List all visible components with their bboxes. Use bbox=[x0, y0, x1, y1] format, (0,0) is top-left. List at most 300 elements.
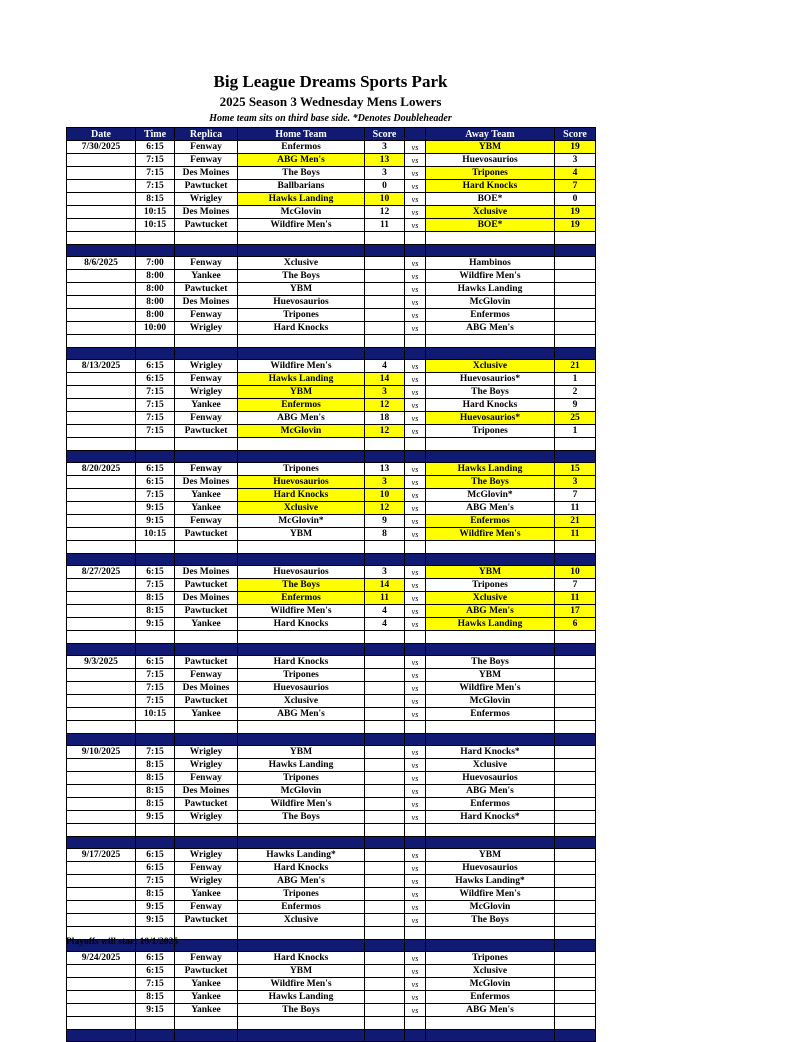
separator-cell bbox=[136, 554, 175, 566]
separator-cell bbox=[175, 245, 238, 257]
vs-label: vs bbox=[405, 193, 426, 206]
game-date bbox=[67, 154, 136, 167]
away-team: ABG Men's bbox=[426, 322, 555, 335]
blank-cell bbox=[175, 1017, 238, 1030]
away-team: Enfermos bbox=[426, 309, 555, 322]
away-score: 3 bbox=[555, 476, 596, 489]
blank-cell bbox=[175, 824, 238, 837]
separator-cell bbox=[67, 245, 136, 257]
table-row bbox=[67, 888, 596, 901]
game-date bbox=[67, 592, 136, 605]
table-row bbox=[67, 515, 596, 528]
table-row bbox=[67, 373, 596, 386]
separator-cell bbox=[405, 245, 426, 257]
header-replica: Replica bbox=[175, 128, 238, 141]
home-team: Wildfire Men's bbox=[238, 360, 365, 373]
blank-cell bbox=[67, 335, 136, 348]
schedule-body bbox=[67, 141, 596, 1042]
blank-cell bbox=[426, 927, 555, 940]
vs-label: vs bbox=[405, 656, 426, 669]
header-away-score: Score bbox=[555, 128, 596, 141]
separator-cell bbox=[555, 1030, 596, 1042]
table-row bbox=[67, 502, 596, 515]
separator-cell bbox=[175, 348, 238, 360]
away-score: 1 bbox=[555, 373, 596, 386]
away-team: Wildfire Men's bbox=[426, 682, 555, 695]
home-score: 12 bbox=[365, 399, 405, 412]
game-time: 6:15 bbox=[136, 849, 175, 862]
game-replica: Fenway bbox=[175, 373, 238, 386]
game-replica: Des Moines bbox=[175, 785, 238, 798]
away-team: Enfermos bbox=[426, 515, 555, 528]
home-team: Hawks Landing bbox=[238, 373, 365, 386]
game-time: 6:15 bbox=[136, 965, 175, 978]
away-team: Huevosaurios bbox=[426, 772, 555, 785]
separator-cell bbox=[365, 348, 405, 360]
vs-label: vs bbox=[405, 811, 426, 824]
game-date bbox=[67, 219, 136, 232]
separator-cell bbox=[136, 245, 175, 257]
blank-cell bbox=[365, 438, 405, 451]
away-team: McGlovin bbox=[426, 978, 555, 991]
header-away-team: Away Team bbox=[426, 128, 555, 141]
game-replica: Wrigley bbox=[175, 759, 238, 772]
blank-cell bbox=[238, 438, 365, 451]
blank-row bbox=[67, 438, 596, 451]
week-separator bbox=[67, 1030, 596, 1042]
table-row bbox=[67, 965, 596, 978]
separator-cell bbox=[175, 837, 238, 849]
separator-cell bbox=[175, 644, 238, 656]
game-date bbox=[67, 901, 136, 914]
blank-cell bbox=[238, 232, 365, 245]
blank-cell bbox=[238, 927, 365, 940]
game-replica: Pawtucket bbox=[175, 798, 238, 811]
game-time: 9:15 bbox=[136, 502, 175, 515]
game-replica: Des Moines bbox=[175, 682, 238, 695]
schedule-note: Home team sits on third base side. *Denotes Doubleheader bbox=[209, 113, 452, 124]
week-separator bbox=[67, 644, 596, 656]
separator-cell bbox=[67, 554, 136, 566]
blank-cell bbox=[365, 541, 405, 554]
vs-label: vs bbox=[405, 605, 426, 618]
separator-cell bbox=[238, 734, 365, 746]
game-replica: Yankee bbox=[175, 978, 238, 991]
away-team: Xclusive bbox=[426, 965, 555, 978]
away-score: 25 bbox=[555, 412, 596, 425]
game-date bbox=[67, 206, 136, 219]
blank-cell bbox=[136, 631, 175, 644]
game-replica: Wrigley bbox=[175, 360, 238, 373]
game-time: 7:15 bbox=[136, 579, 175, 592]
table-row bbox=[67, 695, 596, 708]
game-time: 8:15 bbox=[136, 991, 175, 1004]
vs-label: vs bbox=[405, 888, 426, 901]
blank-cell bbox=[238, 335, 365, 348]
table-row bbox=[67, 746, 596, 759]
game-time: 7:15 bbox=[136, 669, 175, 682]
game-date: 9/10/2025 bbox=[67, 746, 136, 759]
game-date bbox=[67, 489, 136, 502]
game-time: 8:15 bbox=[136, 772, 175, 785]
game-replica: Fenway bbox=[175, 257, 238, 270]
separator-cell bbox=[238, 451, 365, 463]
home-team: Hard Knocks bbox=[238, 656, 365, 669]
away-team: Hard Knocks* bbox=[426, 746, 555, 759]
game-date: 8/6/2025 bbox=[67, 257, 136, 270]
vs-label: vs bbox=[405, 708, 426, 721]
vs-label: vs bbox=[405, 360, 426, 373]
home-team: The Boys bbox=[238, 1004, 365, 1017]
table-row bbox=[67, 875, 596, 888]
blank-cell bbox=[426, 232, 555, 245]
week-separator bbox=[67, 348, 596, 360]
home-team: Xclusive bbox=[238, 502, 365, 515]
home-score: 4 bbox=[365, 605, 405, 618]
away-score bbox=[555, 669, 596, 682]
home-team: Tripones bbox=[238, 888, 365, 901]
game-time: 7:15 bbox=[136, 386, 175, 399]
blank-cell bbox=[67, 232, 136, 245]
game-replica: Fenway bbox=[175, 669, 238, 682]
separator-cell bbox=[405, 554, 426, 566]
game-time: 7:15 bbox=[136, 154, 175, 167]
home-team: Enfermos bbox=[238, 592, 365, 605]
vs-label: vs bbox=[405, 914, 426, 927]
game-date bbox=[67, 270, 136, 283]
vs-label: vs bbox=[405, 592, 426, 605]
table-row bbox=[67, 309, 596, 322]
home-team: Wildfire Men's bbox=[238, 219, 365, 232]
away-score: 17 bbox=[555, 605, 596, 618]
table-row bbox=[67, 656, 596, 669]
away-team: Hawks Landing bbox=[426, 618, 555, 631]
away-team: Tripones bbox=[426, 167, 555, 180]
home-score bbox=[365, 746, 405, 759]
home-score: 4 bbox=[365, 360, 405, 373]
game-replica: Des Moines bbox=[175, 167, 238, 180]
home-team: The Boys bbox=[238, 579, 365, 592]
game-replica: Yankee bbox=[175, 489, 238, 502]
home-score bbox=[365, 888, 405, 901]
game-replica: Fenway bbox=[175, 901, 238, 914]
home-score: 4 bbox=[365, 618, 405, 631]
vs-label: vs bbox=[405, 798, 426, 811]
away-team: BOE* bbox=[426, 193, 555, 206]
away-score bbox=[555, 901, 596, 914]
home-team: Hawks Landing bbox=[238, 991, 365, 1004]
game-date bbox=[67, 502, 136, 515]
game-time: 8:15 bbox=[136, 193, 175, 206]
blank-cell bbox=[136, 232, 175, 245]
home-team: YBM bbox=[238, 528, 365, 541]
table-row bbox=[67, 579, 596, 592]
game-date bbox=[67, 978, 136, 991]
away-score: 11 bbox=[555, 528, 596, 541]
game-time: 6:15 bbox=[136, 463, 175, 476]
game-time: 8:00 bbox=[136, 296, 175, 309]
table-header-row bbox=[67, 128, 596, 141]
home-score: 18 bbox=[365, 412, 405, 425]
away-team: Hard Knocks bbox=[426, 399, 555, 412]
away-score: 21 bbox=[555, 515, 596, 528]
separator-cell bbox=[365, 734, 405, 746]
away-score bbox=[555, 746, 596, 759]
game-replica: Fenway bbox=[175, 154, 238, 167]
vs-label: vs bbox=[405, 695, 426, 708]
game-replica: Pawtucket bbox=[175, 914, 238, 927]
table-row bbox=[67, 322, 596, 335]
away-team: Hawks Landing bbox=[426, 283, 555, 296]
vs-label: vs bbox=[405, 399, 426, 412]
game-date bbox=[67, 399, 136, 412]
home-score: 3 bbox=[365, 386, 405, 399]
game-replica: Fenway bbox=[175, 772, 238, 785]
game-replica: Yankee bbox=[175, 399, 238, 412]
vs-label: vs bbox=[405, 528, 426, 541]
away-team: YBM bbox=[426, 669, 555, 682]
away-score bbox=[555, 811, 596, 824]
header-home-team: Home Team bbox=[238, 128, 365, 141]
home-team: Wildfire Men's bbox=[238, 798, 365, 811]
away-team: Hawks Landing bbox=[426, 463, 555, 476]
blank-cell bbox=[175, 438, 238, 451]
table-row bbox=[67, 270, 596, 283]
home-team: Tripones bbox=[238, 772, 365, 785]
away-score bbox=[555, 708, 596, 721]
home-team: Enfermos bbox=[238, 141, 365, 154]
game-time: 6:15 bbox=[136, 373, 175, 386]
separator-cell bbox=[426, 451, 555, 463]
away-team: YBM bbox=[426, 566, 555, 579]
game-time: 7:15 bbox=[136, 695, 175, 708]
blank-cell bbox=[555, 824, 596, 837]
blank-cell bbox=[555, 631, 596, 644]
vs-label: vs bbox=[405, 579, 426, 592]
table-row bbox=[67, 952, 596, 965]
table-row bbox=[67, 708, 596, 721]
home-score bbox=[365, 991, 405, 1004]
home-score: 0 bbox=[365, 180, 405, 193]
game-time: 8:00 bbox=[136, 283, 175, 296]
away-score bbox=[555, 656, 596, 669]
game-time: 7:15 bbox=[136, 489, 175, 502]
blank-cell bbox=[175, 335, 238, 348]
game-date bbox=[67, 322, 136, 335]
away-team: McGlovin bbox=[426, 296, 555, 309]
vs-label: vs bbox=[405, 901, 426, 914]
vs-label: vs bbox=[405, 206, 426, 219]
blank-cell bbox=[238, 1017, 365, 1030]
away-score: 9 bbox=[555, 399, 596, 412]
blank-cell bbox=[426, 541, 555, 554]
home-score bbox=[365, 952, 405, 965]
header-date: Date bbox=[67, 128, 136, 141]
separator-cell bbox=[365, 245, 405, 257]
separator-cell bbox=[238, 554, 365, 566]
away-team: Hawks Landing* bbox=[426, 875, 555, 888]
separator-cell bbox=[67, 734, 136, 746]
game-time: 7:15 bbox=[136, 978, 175, 991]
game-time: 10:15 bbox=[136, 708, 175, 721]
home-score: 13 bbox=[365, 154, 405, 167]
game-replica: Des Moines bbox=[175, 296, 238, 309]
home-score: 3 bbox=[365, 167, 405, 180]
table-row bbox=[67, 489, 596, 502]
game-date bbox=[67, 515, 136, 528]
home-score bbox=[365, 669, 405, 682]
page-title: Big League Dreams Sports Park bbox=[213, 72, 448, 91]
away-score: 3 bbox=[555, 154, 596, 167]
away-score: 11 bbox=[555, 592, 596, 605]
game-time: 8:15 bbox=[136, 592, 175, 605]
vs-label: vs bbox=[405, 270, 426, 283]
separator-cell bbox=[175, 940, 238, 952]
table-row bbox=[67, 257, 596, 270]
game-date bbox=[67, 965, 136, 978]
blank-cell bbox=[555, 541, 596, 554]
away-score bbox=[555, 849, 596, 862]
home-score: 13 bbox=[365, 463, 405, 476]
home-score bbox=[365, 849, 405, 862]
blank-cell bbox=[405, 721, 426, 734]
table-row bbox=[67, 425, 596, 438]
game-replica: Yankee bbox=[175, 708, 238, 721]
home-team: Hawks Landing bbox=[238, 759, 365, 772]
game-time: 7:15 bbox=[136, 875, 175, 888]
game-date bbox=[67, 888, 136, 901]
separator-cell bbox=[426, 644, 555, 656]
away-score bbox=[555, 772, 596, 785]
away-team: Huevosaurios* bbox=[426, 412, 555, 425]
blank-cell bbox=[555, 335, 596, 348]
home-team: Wildfire Men's bbox=[238, 605, 365, 618]
home-score bbox=[365, 322, 405, 335]
away-score bbox=[555, 952, 596, 965]
away-team: McGlovin bbox=[426, 901, 555, 914]
separator-cell bbox=[426, 734, 555, 746]
header-time: Time bbox=[136, 128, 175, 141]
vs-label: vs bbox=[405, 463, 426, 476]
vs-label: vs bbox=[405, 566, 426, 579]
game-time: 10:00 bbox=[136, 322, 175, 335]
separator-cell bbox=[405, 1030, 426, 1042]
home-score: 3 bbox=[365, 566, 405, 579]
home-score bbox=[365, 785, 405, 798]
blank-row bbox=[67, 824, 596, 837]
table-row bbox=[67, 785, 596, 798]
game-time: 9:15 bbox=[136, 1004, 175, 1017]
away-team: Hard Knocks bbox=[426, 180, 555, 193]
blank-cell bbox=[67, 824, 136, 837]
vs-label: vs bbox=[405, 425, 426, 438]
away-team: The Boys bbox=[426, 656, 555, 669]
blank-row bbox=[67, 335, 596, 348]
away-team: Xclusive bbox=[426, 360, 555, 373]
separator-cell bbox=[405, 348, 426, 360]
vs-label: vs bbox=[405, 167, 426, 180]
blank-cell bbox=[175, 721, 238, 734]
home-score bbox=[365, 875, 405, 888]
table-row bbox=[67, 167, 596, 180]
away-score bbox=[555, 888, 596, 901]
away-score: 15 bbox=[555, 463, 596, 476]
away-team: Enfermos bbox=[426, 708, 555, 721]
game-replica: Fenway bbox=[175, 463, 238, 476]
away-team: ABG Men's bbox=[426, 502, 555, 515]
table-row bbox=[67, 180, 596, 193]
home-score bbox=[365, 283, 405, 296]
separator-cell bbox=[365, 554, 405, 566]
home-team: Hard Knocks bbox=[238, 322, 365, 335]
game-date bbox=[67, 991, 136, 1004]
table-row bbox=[67, 296, 596, 309]
week-separator bbox=[67, 245, 596, 257]
separator-cell bbox=[175, 734, 238, 746]
table-row bbox=[67, 991, 596, 1004]
game-date bbox=[67, 785, 136, 798]
game-time: 10:15 bbox=[136, 528, 175, 541]
vs-label: vs bbox=[405, 862, 426, 875]
blank-cell bbox=[136, 335, 175, 348]
separator-cell bbox=[238, 348, 365, 360]
game-replica: Des Moines bbox=[175, 206, 238, 219]
separator-cell bbox=[555, 348, 596, 360]
blank-cell bbox=[175, 927, 238, 940]
separator-cell bbox=[426, 940, 555, 952]
away-score: 0 bbox=[555, 193, 596, 206]
table-row bbox=[67, 141, 596, 154]
home-team: YBM bbox=[238, 965, 365, 978]
vs-label: vs bbox=[405, 309, 426, 322]
game-time: 9:15 bbox=[136, 914, 175, 927]
home-team: Xclusive bbox=[238, 695, 365, 708]
home-score bbox=[365, 309, 405, 322]
home-team: McGlovin bbox=[238, 785, 365, 798]
home-score bbox=[365, 270, 405, 283]
game-date bbox=[67, 283, 136, 296]
away-team: YBM bbox=[426, 849, 555, 862]
game-date bbox=[67, 669, 136, 682]
separator-cell bbox=[136, 734, 175, 746]
away-score: 6 bbox=[555, 618, 596, 631]
home-score bbox=[365, 978, 405, 991]
header-home-score: Score bbox=[365, 128, 405, 141]
away-team: Xclusive bbox=[426, 592, 555, 605]
vs-label: vs bbox=[405, 476, 426, 489]
schedule-table bbox=[66, 127, 596, 1042]
game-date bbox=[67, 605, 136, 618]
away-team: Huevosaurios bbox=[426, 862, 555, 875]
separator-cell bbox=[405, 837, 426, 849]
vs-label: vs bbox=[405, 257, 426, 270]
week-separator bbox=[67, 734, 596, 746]
blank-cell bbox=[555, 927, 596, 940]
vs-label: vs bbox=[405, 965, 426, 978]
vs-label: vs bbox=[405, 849, 426, 862]
away-score bbox=[555, 798, 596, 811]
separator-cell bbox=[238, 245, 365, 257]
home-score bbox=[365, 811, 405, 824]
home-team: The Boys bbox=[238, 811, 365, 824]
table-row bbox=[67, 605, 596, 618]
table-row bbox=[67, 901, 596, 914]
home-score bbox=[365, 682, 405, 695]
game-date bbox=[67, 309, 136, 322]
game-replica: Wrigley bbox=[175, 193, 238, 206]
vs-label: vs bbox=[405, 978, 426, 991]
game-replica: Fenway bbox=[175, 309, 238, 322]
